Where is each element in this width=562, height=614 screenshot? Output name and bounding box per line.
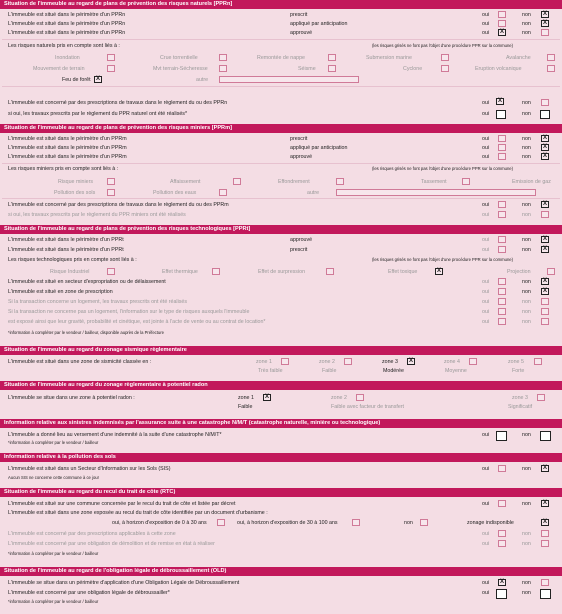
rtc-note-row xyxy=(0,550,562,558)
risk-checkbox[interactable] xyxy=(212,268,220,275)
oui-label: oui xyxy=(482,237,490,243)
level-label: Très faible xyxy=(258,368,283,374)
note: *information à compléter par le vendeur / bailleur xyxy=(8,551,99,556)
pprn-risks-intro xyxy=(0,42,562,50)
non-label: non xyxy=(522,202,531,208)
level-label: Faible avec facteur de transfert xyxy=(331,404,405,410)
oui-label: oui xyxy=(482,580,490,586)
non-checkbox[interactable] xyxy=(541,298,549,305)
oui-checkbox[interactable] xyxy=(498,20,506,27)
row-label: L'immeuble est situé dans le périmètre d'un PPRt xyxy=(8,237,124,243)
section-pprt xyxy=(0,225,562,343)
level-label: Forte xyxy=(512,368,525,374)
section-sis xyxy=(0,453,562,485)
oui-checkbox[interactable] xyxy=(498,308,506,315)
catnat-note-row xyxy=(0,439,562,447)
oui-label: oui xyxy=(482,100,490,106)
option-label: oui, à horizon d'exposition de 0 à 30 ans xyxy=(112,520,207,526)
status-label: approuvé xyxy=(290,237,313,243)
non-checkbox[interactable] xyxy=(541,29,549,36)
oui-checkbox[interactable]: X xyxy=(497,98,502,104)
non-checkbox[interactable] xyxy=(541,530,549,537)
pprm-risks-row-2 xyxy=(0,189,562,197)
pprt-prescrit-row xyxy=(0,246,562,254)
option-checkbox[interactable] xyxy=(217,519,225,526)
oui-label: oui xyxy=(482,279,490,285)
row-label: L'immeuble a donné lieu au versement d'une indemnité à la suite d'une catastrophe N/M/T* xyxy=(8,432,222,438)
pprm-risks-intro xyxy=(0,165,562,173)
radon-row xyxy=(0,394,562,402)
option-label: zonage indisponible xyxy=(467,520,514,526)
risk-label: Mouvement de terrain xyxy=(33,66,85,72)
oui-label: oui xyxy=(482,247,490,253)
section-old xyxy=(0,567,562,614)
oui-label: oui xyxy=(482,501,490,507)
pprn-approuve-row xyxy=(0,29,562,37)
row-label: L'immeuble est concerné par des prescriptions de travaux dans le règlement du ou des PPRn xyxy=(8,100,228,106)
oui-label: oui xyxy=(482,111,490,117)
old-note-row xyxy=(0,598,562,606)
non-checkbox[interactable]: X xyxy=(542,144,547,150)
sis-row xyxy=(0,465,562,473)
autre-input[interactable] xyxy=(219,76,359,83)
pprn-prescrit-row xyxy=(0,11,562,19)
pprt-prescription-row xyxy=(0,288,562,296)
oui-label: oui xyxy=(482,212,490,218)
section-sismique xyxy=(0,346,562,378)
option-checkbox[interactable] xyxy=(352,519,360,526)
non-label: non xyxy=(522,432,531,438)
non-checkbox[interactable]: X xyxy=(542,278,547,284)
non-checkbox[interactable]: X xyxy=(542,500,547,506)
old-perimetre-row xyxy=(0,579,562,587)
pprt-exposition-row xyxy=(0,318,562,326)
risk-label: Projection xyxy=(507,269,531,275)
rtc-options-row xyxy=(0,519,562,527)
oui-label: oui xyxy=(482,12,490,18)
row-label: L'immeuble est situé en zone de prescription xyxy=(8,289,113,295)
pprm-anticipation-row xyxy=(0,144,562,152)
oui-label: oui xyxy=(482,154,490,160)
non-checkbox[interactable] xyxy=(541,308,549,315)
non-label: non xyxy=(522,212,531,218)
non-label: non xyxy=(522,154,531,160)
catnat-row xyxy=(0,431,562,439)
risk-label: Tassement xyxy=(421,179,447,185)
risk-label: Risque Industriel xyxy=(50,269,90,275)
non-label: non xyxy=(522,237,531,243)
oui-checkbox[interactable]: X xyxy=(499,579,504,585)
oui-checkbox[interactable] xyxy=(498,500,506,507)
sis-note-row xyxy=(0,474,562,482)
non-label: non xyxy=(522,590,531,596)
oui-checkbox[interactable] xyxy=(496,110,506,119)
non-label: non xyxy=(522,247,531,253)
oui-label: oui xyxy=(482,21,490,27)
risk-label: Effet toxique xyxy=(388,269,418,275)
non-label: non xyxy=(522,100,531,106)
pprt-approuve-row xyxy=(0,236,562,244)
option-checkbox[interactable] xyxy=(420,519,428,526)
non-checkbox[interactable]: X xyxy=(542,246,547,252)
pprn-risks-row-1 xyxy=(0,54,562,62)
zone-label: zone 1 xyxy=(238,395,254,401)
row-label: L'immeuble se situe dans une zone à potentiel radon : xyxy=(8,395,135,401)
non-checkbox[interactable]: X xyxy=(542,236,547,242)
pprn-anticipation-row xyxy=(0,20,562,28)
pprm-works-row xyxy=(0,201,562,209)
ppr-note: (les risques grisés ne font pas l'objet d'une procédure PPR sur la commune) xyxy=(372,166,514,171)
non-label: non xyxy=(522,319,531,325)
non-checkbox[interactable]: X xyxy=(542,20,547,26)
note: Aucun SIS ne concerne cette commune à ce jour xyxy=(8,475,100,480)
risk-label: Pollution des eaux xyxy=(153,190,197,196)
risk-checkbox[interactable]: X xyxy=(436,268,441,274)
row-label: si oui, les travaux prescrits par le règlement du PPR miniers ont été réalisés xyxy=(8,212,186,218)
oui-checkbox[interactable] xyxy=(498,11,506,18)
oui-checkbox[interactable] xyxy=(498,144,506,151)
note: *information à compléter par le vendeur / bailleur xyxy=(8,599,99,604)
risk-label: Avalanche xyxy=(506,55,531,61)
row-label: L'immeuble est situé dans une zone exposée au recul du trait de côte identifiée par un document d'urbanisme : xyxy=(8,510,268,516)
section-title: Information relative aux sinistres indemnisés par l'assurance suite à une catastrophe N/M/T (catastrophe naturelle, minière ou technologique) xyxy=(0,419,562,428)
zone-label: zone 4 xyxy=(444,359,460,365)
oui-checkbox[interactable] xyxy=(498,246,506,253)
risk-checkbox[interactable] xyxy=(547,65,555,72)
note: *information à compléter par le vendeur / bailleur xyxy=(8,440,99,445)
risks-intro: Les risques naturels pris en compte sont liés à : xyxy=(8,43,120,49)
risk-label: Pollution des sols xyxy=(54,190,96,196)
zone-checkbox[interactable] xyxy=(469,358,477,365)
risk-label: Effondrement xyxy=(278,179,310,185)
oui-label: oui xyxy=(482,30,490,36)
autre-label: autre xyxy=(307,190,320,196)
non-checkbox[interactable] xyxy=(540,110,550,119)
ppr-note: (les risques grisés ne font pas l'objet d'une procédure PPR sur la commune) xyxy=(372,257,514,262)
section-pprn xyxy=(0,0,562,123)
section-radon xyxy=(0,381,562,417)
row-label: L'immeuble est situé dans le périmètre d'un PPRm xyxy=(8,136,127,142)
zone-checkbox[interactable] xyxy=(534,358,542,365)
row-label: L'immeuble est situé sur une commune concernée par le recul du trait de côte et listée par décret xyxy=(8,501,236,507)
risk-label: Cyclone xyxy=(403,66,423,72)
risk-label: Crue torrentielle xyxy=(160,55,198,61)
oui-label: oui xyxy=(482,145,490,151)
risk-checkbox[interactable] xyxy=(107,178,115,185)
pprn-works-row xyxy=(0,99,562,107)
risk-label: Risque miniers xyxy=(58,179,94,185)
zone-checkbox[interactable] xyxy=(344,358,352,365)
pprt-expro-row xyxy=(0,278,562,286)
non-label: non xyxy=(522,531,531,537)
pprt-risks-row xyxy=(0,268,562,276)
risk-label: Affaissement xyxy=(170,179,201,185)
section-title: Situation de l'immeuble au regard de plans de prévention des risques naturels [PPRn] xyxy=(0,0,562,9)
zone-checkbox[interactable] xyxy=(356,394,364,401)
zone-label: zone 5 xyxy=(508,359,524,365)
oui-label: oui xyxy=(482,289,490,295)
oui-label: oui xyxy=(482,202,490,208)
row-label: L'immeuble est situé dans le périmètre d'un PPRn xyxy=(8,30,126,36)
old-obligation-row xyxy=(0,589,562,597)
non-label: non xyxy=(522,111,531,117)
oui-label: oui xyxy=(482,432,490,438)
row-label: L'immeuble est situé dans le périmètre d'un PPRt xyxy=(8,247,124,253)
oui-label: oui xyxy=(482,299,490,305)
non-checkbox[interactable] xyxy=(541,579,549,586)
row-label: Si la transaction concerne un logement, les travaux prescrits ont été réalisés xyxy=(8,299,188,305)
risk-checkbox[interactable]: X xyxy=(95,76,100,82)
risk-label: Eruption volcanique xyxy=(475,66,522,72)
non-label: non xyxy=(522,145,531,151)
section-catnat xyxy=(0,419,562,451)
option-label: non xyxy=(404,520,413,526)
status-label: approuvé xyxy=(290,154,313,160)
risk-checkbox[interactable] xyxy=(328,65,336,72)
oui-checkbox[interactable] xyxy=(498,211,506,218)
risk-checkbox[interactable] xyxy=(547,54,555,61)
zone-label: zone 2 xyxy=(319,359,335,365)
row-label: L'immeuble est concerné par une obligation légale de débroussailler* xyxy=(8,590,170,596)
risk-checkbox[interactable] xyxy=(336,178,344,185)
risk-checkbox[interactable] xyxy=(462,178,470,185)
risk-label: Remontée de nappe xyxy=(257,55,306,61)
non-label: non xyxy=(522,289,531,295)
non-checkbox[interactable]: X xyxy=(542,153,547,159)
non-label: non xyxy=(522,580,531,586)
risk-label: Séisme xyxy=(298,66,316,72)
risk-checkbox[interactable] xyxy=(328,54,336,61)
non-checkbox[interactable]: X xyxy=(542,465,547,471)
non-label: non xyxy=(522,30,531,36)
non-label: non xyxy=(522,309,531,315)
sismique-levels xyxy=(0,367,562,375)
status-label: appliqué par anticipation xyxy=(290,21,348,27)
oui-checkbox[interactable] xyxy=(498,153,506,160)
note: *information à compléter par le vendeur / bailleur, disponible auprès de la Préfecture xyxy=(8,330,164,335)
risk-checkbox[interactable] xyxy=(107,189,115,196)
risks-intro: Les risques technologiques pris en compte sont liés à : xyxy=(8,257,137,263)
rtc-demolition-row xyxy=(0,540,562,548)
zone-checkbox[interactable]: X xyxy=(408,358,413,364)
oui-checkbox[interactable] xyxy=(498,540,506,547)
status-label: appliqué par anticipation xyxy=(290,145,348,151)
pprm-approuve-row xyxy=(0,153,562,161)
zone-checkbox[interactable] xyxy=(281,358,289,365)
risk-label: Feu de forêt xyxy=(62,77,91,83)
oui-checkbox[interactable] xyxy=(498,201,506,208)
row-label: L'immeuble est concerné par des prescriptions applicables à cette zone xyxy=(8,531,176,537)
oui-checkbox[interactable] xyxy=(498,465,506,472)
oui-label: oui xyxy=(482,309,490,315)
non-checkbox[interactable]: X xyxy=(542,135,547,141)
pprm-works-done-row xyxy=(0,211,562,219)
zone-checkbox[interactable] xyxy=(537,394,545,401)
level-label: Faible xyxy=(238,404,253,410)
section-title: Information relative à la pollution des sols xyxy=(0,453,562,462)
section-title: Situation de l'immeuble au regard du zonage sismique règlementaire xyxy=(0,346,562,355)
pprt-logement-row xyxy=(0,298,562,306)
risk-label: Inondation xyxy=(55,55,80,61)
non-label: non xyxy=(522,501,531,507)
oui-checkbox[interactable] xyxy=(498,236,506,243)
oui-checkbox[interactable] xyxy=(498,135,506,142)
pprn-risks-row-2 xyxy=(0,65,562,73)
oui-label: oui xyxy=(482,319,490,325)
non-checkbox[interactable] xyxy=(541,318,549,325)
level-label: Moyenne xyxy=(445,368,467,374)
row-label: Si la transaction ne concerne pas un logement, l'information sur le type de risques auxquels l'immeuble xyxy=(8,309,250,315)
risk-label: Emission de gaz xyxy=(512,179,551,185)
section-title: Situation de l'immeuble au regard du zonage règlementaire à potentiel radon xyxy=(0,381,562,390)
zone-label: zone 3 xyxy=(512,395,528,401)
non-label: non xyxy=(522,136,531,142)
non-checkbox[interactable] xyxy=(541,99,549,106)
pprm-prescrit-row xyxy=(0,135,562,143)
pprt-note-row xyxy=(0,329,562,337)
row-label: L'immeuble est situé dans le périmètre d'un PPRn xyxy=(8,12,126,18)
risk-checkbox[interactable] xyxy=(219,65,227,72)
oui-checkbox[interactable] xyxy=(498,530,506,537)
risk-label: Mvt terrain-Sécheresse xyxy=(153,66,208,72)
non-label: non xyxy=(522,21,531,27)
row-label: L'immeuble est situé dans le périmètre d'un PPRm xyxy=(8,154,127,160)
oui-checkbox[interactable] xyxy=(498,318,506,325)
pprt-non-logement-row xyxy=(0,308,562,316)
oui-label: oui xyxy=(482,136,490,142)
risk-checkbox[interactable] xyxy=(107,54,115,61)
section-pprm xyxy=(0,124,562,224)
non-label: non xyxy=(522,299,531,305)
risk-checkbox[interactable] xyxy=(219,54,227,61)
section-title: Situation de l'immeuble au regard de plans de prévention des risques miniers [PPRm] xyxy=(0,124,562,133)
status-label: prescrit xyxy=(290,247,308,253)
pprt-risks-intro xyxy=(0,256,562,264)
radon-levels xyxy=(0,403,562,411)
pprm-risks-row-1 xyxy=(0,178,562,186)
oui-label: oui xyxy=(482,466,490,472)
rtc-prescriptions-row xyxy=(0,530,562,538)
row-label: si oui, les travaux prescrits par le règlement du PPR naturel ont été réalisés* xyxy=(8,111,188,117)
non-checkbox[interactable]: X xyxy=(542,11,547,17)
option-label: oui, à horizon d'exposition de 30 à 100 ans xyxy=(237,520,338,526)
risk-checkbox[interactable] xyxy=(441,65,449,72)
section-title: Situation de l'immeuble au regard du recul du trait de côte (RTC) xyxy=(0,488,562,497)
risks-intro: Les risques miniers pris en compte sont liés à : xyxy=(8,166,119,172)
status-label: approuvé xyxy=(290,30,313,36)
zone-label: zone 3 xyxy=(382,359,398,365)
risk-label: Submersion marine xyxy=(366,55,412,61)
section-title: Situation de l'immeuble au regard de plans de prévention des risques technologiques [PPRt] xyxy=(0,225,562,234)
non-checkbox[interactable]: X xyxy=(542,288,547,294)
risk-checkbox[interactable] xyxy=(547,268,555,275)
section-title: Situation de l'immeuble au regard de l'obligation légale de débroussaillement (OLD) xyxy=(0,567,562,576)
oui-label: oui xyxy=(482,541,490,547)
level-label: Significatif xyxy=(508,404,533,410)
autre-label: autre xyxy=(196,77,209,83)
autre-input[interactable] xyxy=(336,189,536,196)
risk-checkbox[interactable] xyxy=(107,268,115,275)
rtc-decret-row xyxy=(0,500,562,508)
level-label: Modérée xyxy=(383,368,404,374)
status-label: prescrit xyxy=(290,12,308,18)
risk-checkbox[interactable] xyxy=(233,178,241,185)
row-label: L'immeuble est situé dans le périmètre d'un PPRn xyxy=(8,21,126,27)
non-checkbox[interactable]: X xyxy=(542,201,547,207)
oui-label: oui xyxy=(482,531,490,537)
row-label: L'immeuble est situé dans un Secteur d'Information sur les Sols (SIS) xyxy=(8,466,171,472)
status-label: prescrit xyxy=(290,136,308,142)
sismique-row xyxy=(0,358,562,366)
risk-label: Effet thermique xyxy=(162,269,198,275)
oui-checkbox[interactable] xyxy=(498,288,506,295)
non-checkbox[interactable] xyxy=(541,540,549,547)
zone-label: zone 2 xyxy=(331,395,347,401)
pprn-risks-row-3 xyxy=(0,76,562,84)
risk-checkbox[interactable] xyxy=(107,65,115,72)
oui-checkbox[interactable] xyxy=(498,298,506,305)
risk-checkbox[interactable] xyxy=(326,268,334,275)
non-label: non xyxy=(522,541,531,547)
row-label: L'immeuble est situé dans une zone de sismicité classée en : xyxy=(8,359,152,365)
pprn-works-done-row xyxy=(0,110,562,118)
non-checkbox[interactable] xyxy=(541,211,549,218)
row-label: L'immeuble se situe dans un périmètre d'application d'une Obligation Légale de Débroussaillement xyxy=(8,580,240,586)
oui-checkbox[interactable]: X xyxy=(499,29,504,35)
row-label: est exposé ainsi que leur gravité, probabilité et cinétique, est jointe à l'acte de vente ou au contrat de location* xyxy=(8,319,266,325)
zone-checkbox[interactable]: X xyxy=(264,394,269,400)
ppr-note: (les risques grisés ne font pas l'objet d'une procédure PPR sur la commune) xyxy=(372,43,514,48)
non-label: non xyxy=(522,12,531,18)
rtc-zone-row xyxy=(0,509,562,517)
non-label: non xyxy=(522,279,531,285)
non-label: non xyxy=(522,466,531,472)
risk-label: Effet de surpression xyxy=(258,269,306,275)
row-label: L'immeuble est situé dans le périmètre d'un PPRm xyxy=(8,145,127,151)
level-label: Faible xyxy=(322,368,337,374)
risk-checkbox[interactable] xyxy=(441,54,449,61)
row-label: L'immeuble est concerné par des prescriptions de travaux dans le règlement du ou des PPRm xyxy=(8,202,229,208)
row-label: L'immeuble est situé en secteur d'expropriation ou de délaissement xyxy=(8,279,166,285)
oui-label: oui xyxy=(482,590,490,596)
option-checkbox[interactable]: X xyxy=(542,519,547,525)
risk-checkbox[interactable] xyxy=(219,189,227,196)
zone-label: zone 1 xyxy=(256,359,272,365)
row-label: L'immeuble est concerné par une obligation de démolition et de remise en état à réaliser xyxy=(8,541,215,547)
oui-checkbox[interactable] xyxy=(498,278,506,285)
section-rtc xyxy=(0,488,562,566)
